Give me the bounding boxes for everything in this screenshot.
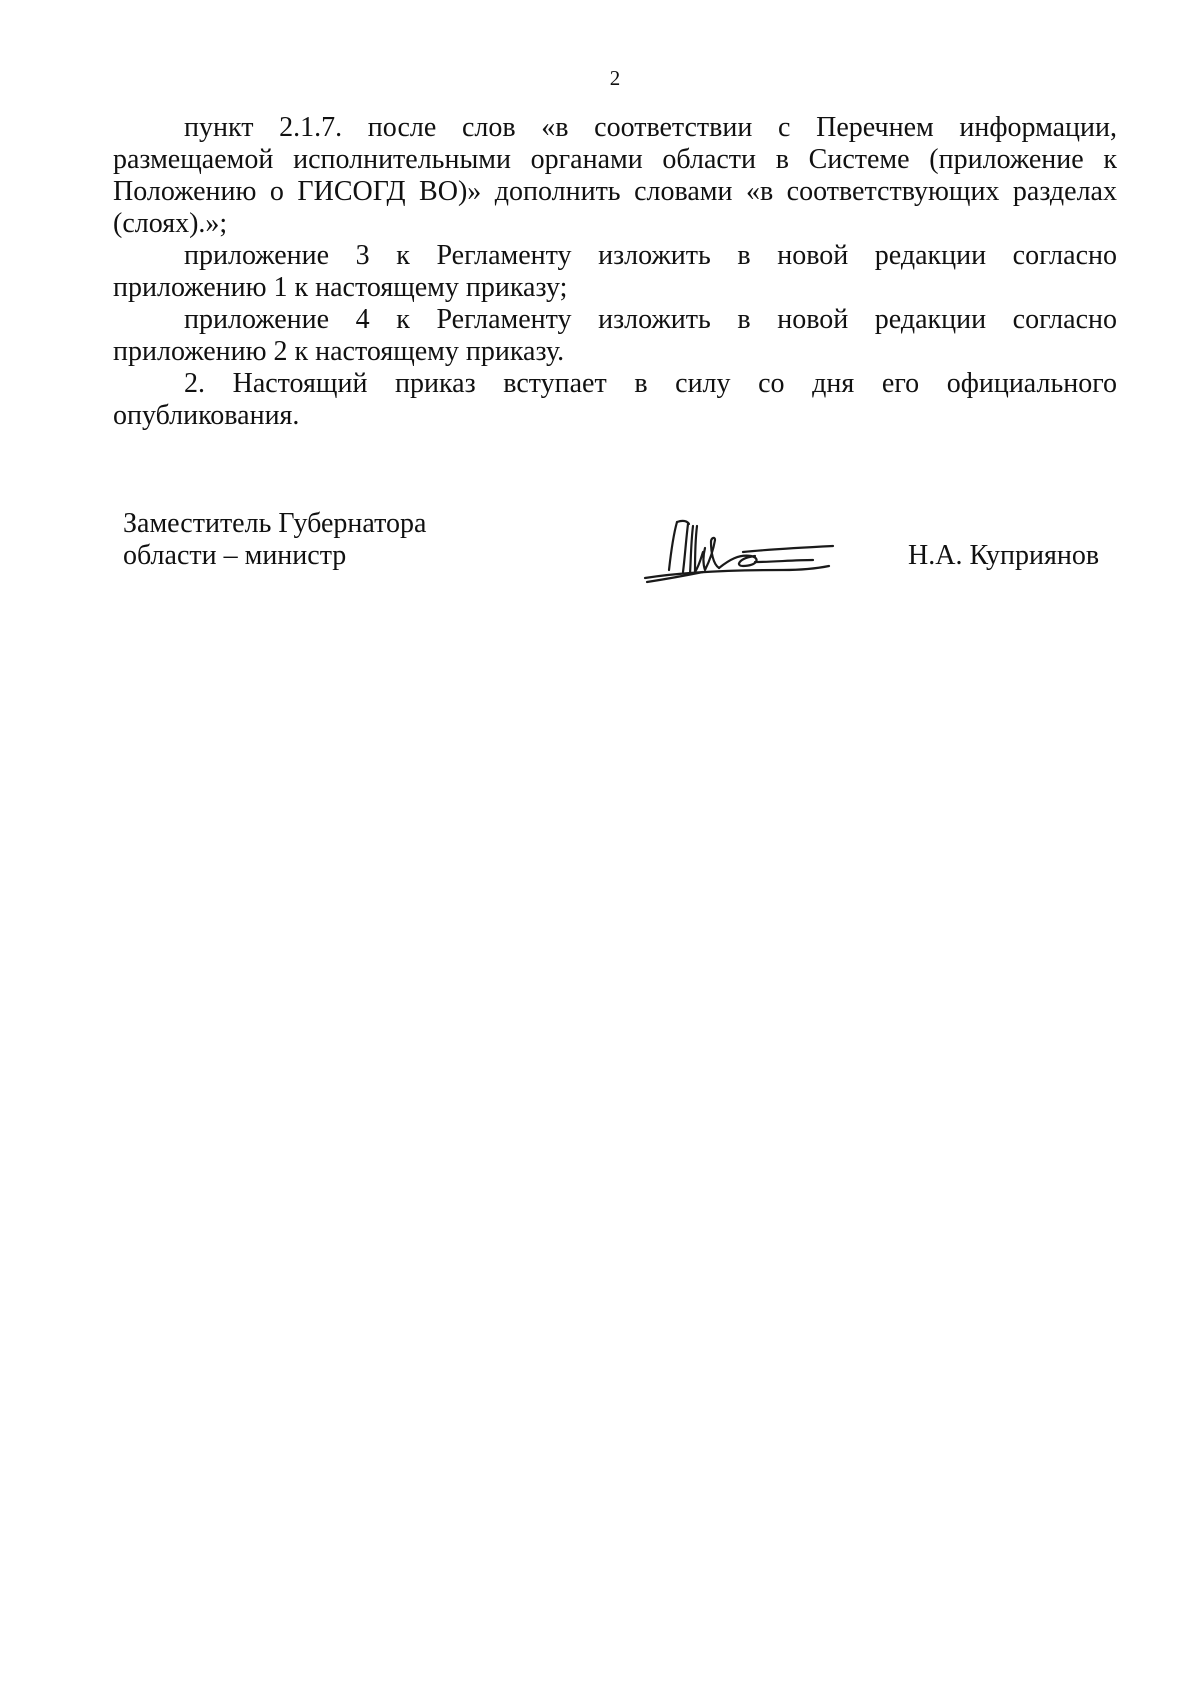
signatory-position bbox=[123, 508, 426, 572]
signatory-position-line2: области – министр bbox=[123, 540, 347, 571]
signatory-name: Н.А. Куприянов bbox=[908, 540, 1100, 571]
paragraph-1: пункт 2.1.7. после слов «в соответствии с Перечнем информации, размещаемой исполнительными органами области в Системе (приложение к Положению о ГИСОГД ВО)» дополнить словами «в соответствующих разделах (слоях).»; bbox=[113, 112, 1117, 239]
paragraph-4: 2. Настоящий приказ вступает в силу со дня его официального опубликования. bbox=[113, 368, 1117, 431]
page-number: 2 bbox=[609, 66, 621, 90]
paragraph-3: приложение 4 к Регламенту изложить в новой редакции согласно приложению 2 к настоящему приказу. bbox=[113, 304, 1117, 367]
signatory-position-line1: Заместитель Губернатора bbox=[123, 508, 427, 539]
document-body bbox=[113, 112, 1117, 432]
signature-block bbox=[123, 508, 1123, 608]
handwritten-signature bbox=[643, 512, 843, 586]
paragraph-2: приложение 3 к Регламенту изложить в новой редакции согласно приложению 1 к настоящему приказу; bbox=[113, 240, 1117, 303]
